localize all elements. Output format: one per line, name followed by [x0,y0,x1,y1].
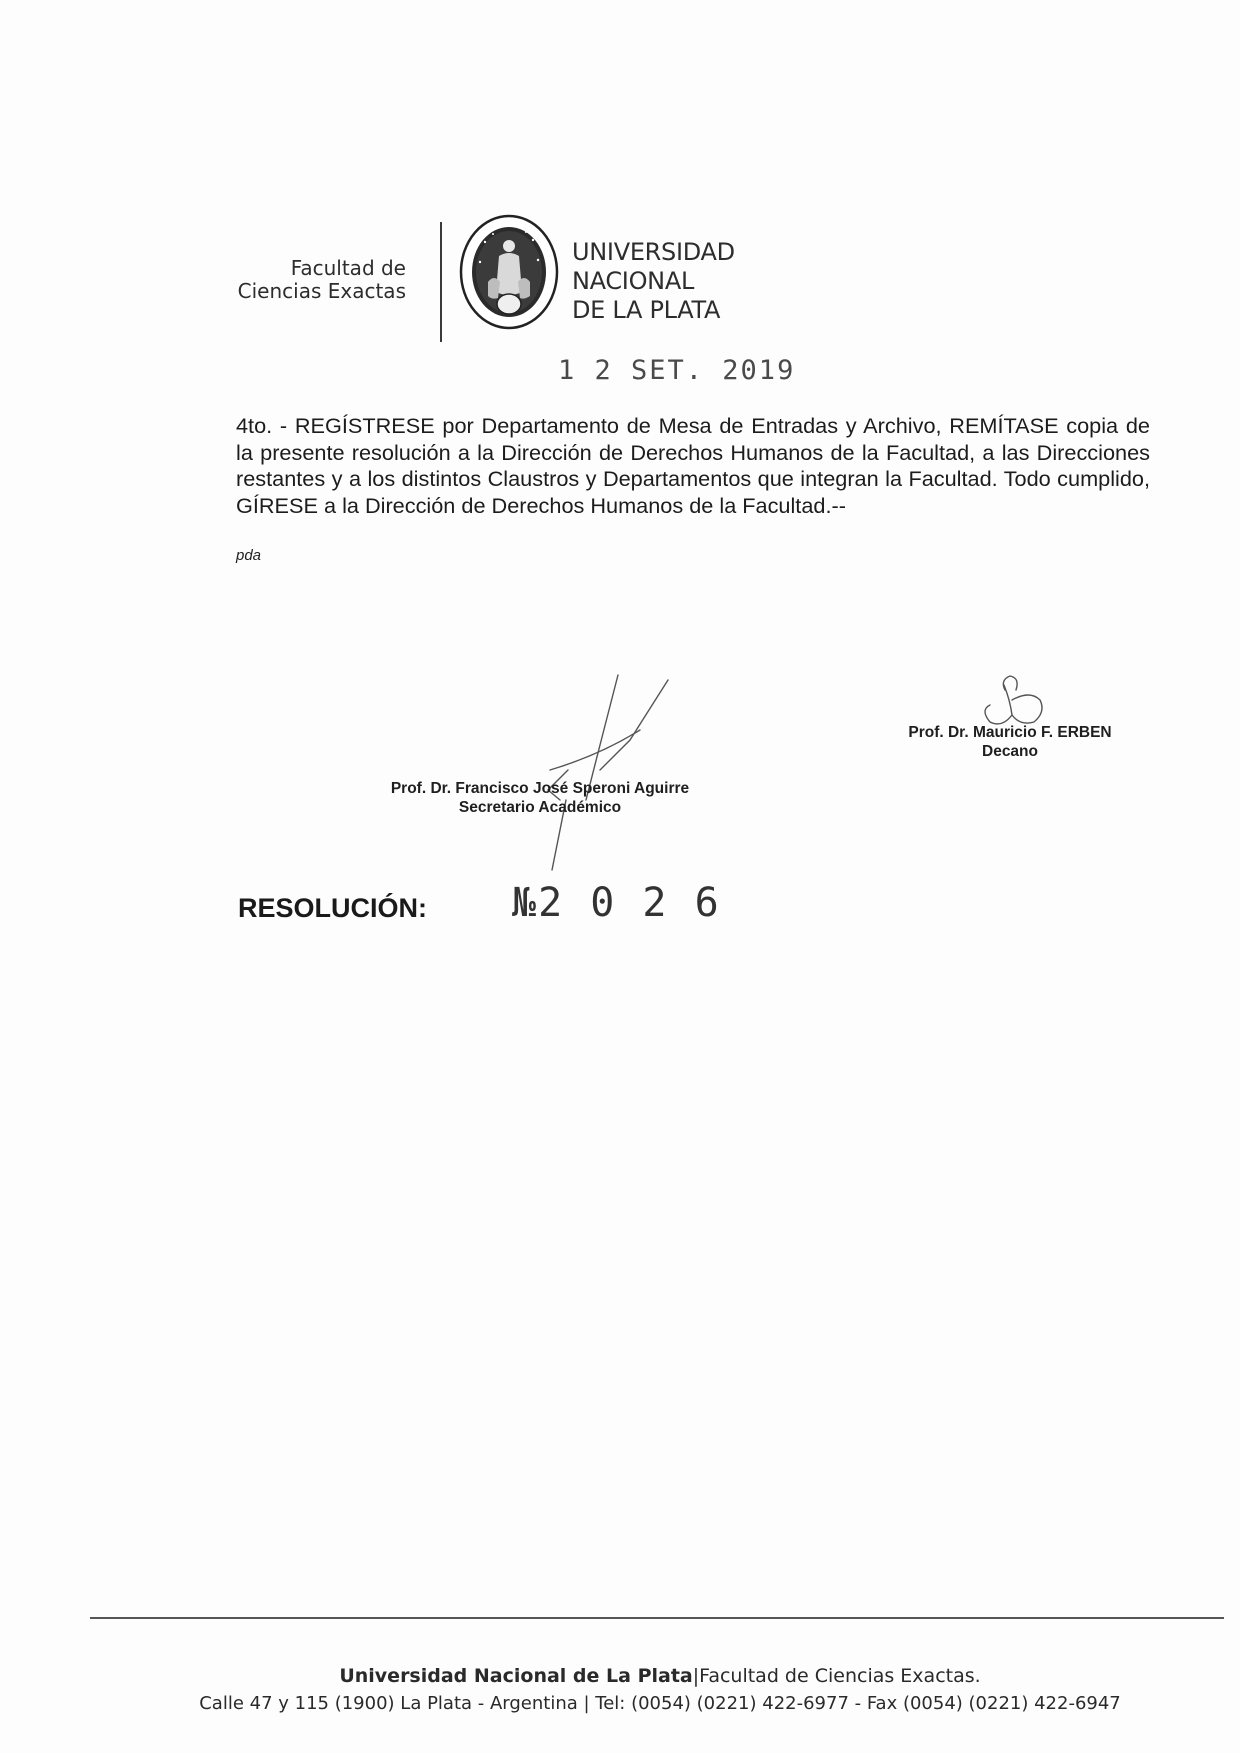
dean-title: Decano [982,743,1038,760]
signature-left-stroke-2 [600,680,668,770]
footer-separator: | [692,1665,700,1687]
signature-right-stroke-1 [985,685,1012,724]
footer-university: Universidad Nacional de La Plata [339,1665,693,1687]
faculty-line-1: Facultad de [290,256,406,280]
university-line-3: DE LA PLATA [572,296,721,324]
signature-block-secretary [360,779,720,817]
footer-address: Calle 47 y 115 (1900) La Plata - Argentina | Tel: (0054) (0221) 422-6977 - Fax (0054) (0221) 422-6947 [199,1693,1121,1714]
resolution-label: RESOLUCIÓN: [238,893,427,923]
typist-initials: pda [236,547,262,564]
signature-right-stroke-2 [1012,695,1042,723]
resolution-number: №2 0 2 6 [512,880,721,926]
university-name [572,238,735,325]
secretary-title: Secretario Académico [458,799,622,816]
faculty-name [206,257,406,303]
signature-left-stroke-3 [550,730,640,770]
university-seal-icon [458,212,560,332]
signature-block-dean [880,723,1140,761]
university-line-2: NACIONAL [572,267,695,295]
header-divider [440,222,442,342]
secretary-name: Prof. Dr. Francisco José Speroni Aguirre [390,780,690,797]
university-line-1: UNIVERSIDAD [572,238,735,266]
date-stamp: 1 2 SET. 2019 [558,355,796,386]
resolution-paragraph: 4to. - REGÍSTRESE por Departamento de Mesa de Entradas y Archivo, REMÍTASE copia de la presente resolución a la Dirección de Derechos Humanos de la Facultad, a las Direcciones restantes y a los distintos Claustros y Departamentos que integran la Facultad. Todo cumplido, GÍRESE a la Dirección de Derechos Humanos de la Facultad.-- [236,413,1150,518]
dean-name: Prof. Dr. Mauricio F. ERBEN [908,724,1112,741]
footer-line-1 [90,1662,1230,1690]
faculty-line-2: Ciencias Exactas [237,279,406,303]
footer [90,1662,1230,1718]
footer-divider [90,1617,1224,1619]
footer-faculty: Facultad de Ciencias Exactas. [699,1665,981,1687]
signature-right-stroke-3 [1003,676,1017,690]
